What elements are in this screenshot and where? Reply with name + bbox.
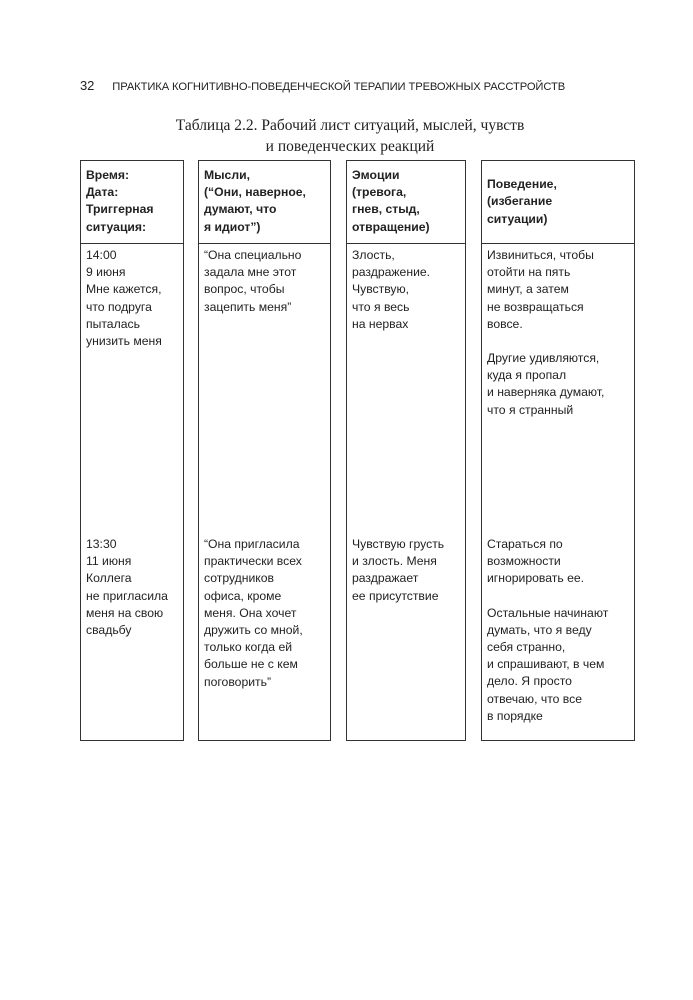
table-cell xyxy=(487,536,630,725)
column-header xyxy=(81,161,183,244)
cell-line: что я странный xyxy=(487,402,574,417)
cell-line: Остальные начинают xyxy=(487,605,609,620)
header-line: ситуации) xyxy=(487,211,548,226)
cell-line: отойти на пять xyxy=(487,265,571,280)
header-line: я идиот”) xyxy=(204,219,261,234)
cell-line: Другие удивляются, xyxy=(487,351,600,366)
cell-line: ее присутствие xyxy=(352,588,439,603)
emotions-column xyxy=(346,160,466,741)
cell-line: зацепить меня” xyxy=(204,299,292,314)
caption-line-2: и поведенческих реакций xyxy=(265,138,435,155)
header-line: Дата: xyxy=(86,185,119,200)
cell-line: свадьбу xyxy=(86,623,132,638)
thoughts-column xyxy=(198,160,331,741)
cell-line: Чувствую, xyxy=(352,282,410,297)
header-line: (тревога, xyxy=(352,185,407,200)
table-cell xyxy=(86,536,179,639)
header-line: Поведение, xyxy=(487,177,557,192)
cell-line: Чувствую грусть xyxy=(352,537,445,551)
column-header xyxy=(482,161,634,244)
cell-line: себя странно, xyxy=(487,640,566,655)
cell-line: и злость. Меня xyxy=(352,554,437,569)
cell-line: отвечаю, что все xyxy=(487,691,583,706)
header-line: (избегание xyxy=(487,194,553,209)
header-line: Мысли, xyxy=(204,168,250,182)
page-number: 32 xyxy=(80,78,95,93)
cell-line: Коллега xyxy=(86,571,132,586)
cell-line: сотрудников xyxy=(204,571,275,586)
cell-line: вовсе. xyxy=(487,316,523,331)
cell-line: “Она пригласила xyxy=(204,537,300,551)
cell-line: офиса, кроме xyxy=(204,588,282,603)
header-line: Триггерная xyxy=(86,202,154,217)
cell-line: Извиниться, чтобы xyxy=(487,248,594,262)
running-title: ПРАКТИКА КОГНИТИВНО-ПОВЕДЕНЧЕСКОЙ ТЕРАПИИ ТРЕВОЖНЫХ РАССТРОЙСТВ xyxy=(112,81,566,93)
cell-line: “Она специально xyxy=(204,248,302,262)
column-header xyxy=(347,161,465,244)
running-header xyxy=(80,78,640,93)
cell-line: что подруга xyxy=(86,299,152,314)
cell-line: не пригласила xyxy=(86,588,168,603)
cell-line: и наверняка думают, xyxy=(487,385,605,400)
cell-line: меня. Она хочет xyxy=(204,605,297,620)
cell-line: не возвращаться xyxy=(487,299,584,314)
column-header xyxy=(199,161,330,244)
time-column xyxy=(80,160,184,741)
header-line: Время: xyxy=(86,168,130,182)
cell-line: практически всех xyxy=(204,554,302,569)
cell-line: поговорить” xyxy=(204,674,272,689)
header-line: ситуация: xyxy=(86,219,147,234)
table-caption xyxy=(100,115,600,157)
header-line: гнев, стыд, xyxy=(352,202,420,217)
cell-line: 13:30 xyxy=(86,537,117,551)
table-cell xyxy=(204,536,326,691)
cell-line: Злость, xyxy=(352,248,395,262)
cell-line: раздражение. xyxy=(352,265,431,280)
table-cell xyxy=(204,247,326,316)
cell-line: унизить меня xyxy=(86,334,162,349)
cell-line: только когда ей xyxy=(204,640,293,655)
caption-line-1: Таблица 2.2. Рабочий лист ситуаций, мыслей, чувств xyxy=(175,117,525,134)
cell-line: куда я пропал xyxy=(487,368,567,383)
cell-line: в порядке xyxy=(487,708,543,723)
cell-line: задала мне этот xyxy=(204,265,297,280)
cell-line: Мне кажется, xyxy=(86,282,162,297)
cell-line: 9 июня xyxy=(86,265,126,280)
cell-line: Стараться по xyxy=(487,537,563,551)
header-line: Эмоции xyxy=(352,168,400,182)
header-line: отвращение) xyxy=(352,219,430,234)
header-line: (“Они, наверное, xyxy=(204,185,306,200)
cell-line: игнорировать ее. xyxy=(487,571,585,586)
cell-line: дружить со мной, xyxy=(204,623,303,638)
cell-line: дело. Я просто xyxy=(487,674,572,689)
table-cell xyxy=(86,247,179,350)
table-cell xyxy=(487,247,630,419)
cell-line: на нервах xyxy=(352,316,409,331)
cell-line: думать, что я веду xyxy=(487,622,592,637)
cell-line: возможности xyxy=(487,554,561,569)
cell-line: пыталась xyxy=(86,316,140,331)
cell-line: что я весь xyxy=(352,299,410,314)
cell-line: 14:00 xyxy=(86,248,117,262)
cell-line: вопрос, чтобы xyxy=(204,282,285,297)
cell-line: меня на свою xyxy=(86,605,164,620)
table-cell xyxy=(352,536,461,605)
cell-line: и спрашивают, в чем xyxy=(487,657,605,672)
table-cell xyxy=(352,247,461,333)
behavior-column xyxy=(481,160,635,741)
cell-line: 11 июня xyxy=(86,554,132,569)
header-line: думают, что xyxy=(204,202,277,217)
cell-line: раздражает xyxy=(352,571,419,586)
cell-line: минут, а затем xyxy=(487,282,569,297)
cell-line: больше не с кем xyxy=(204,657,298,672)
